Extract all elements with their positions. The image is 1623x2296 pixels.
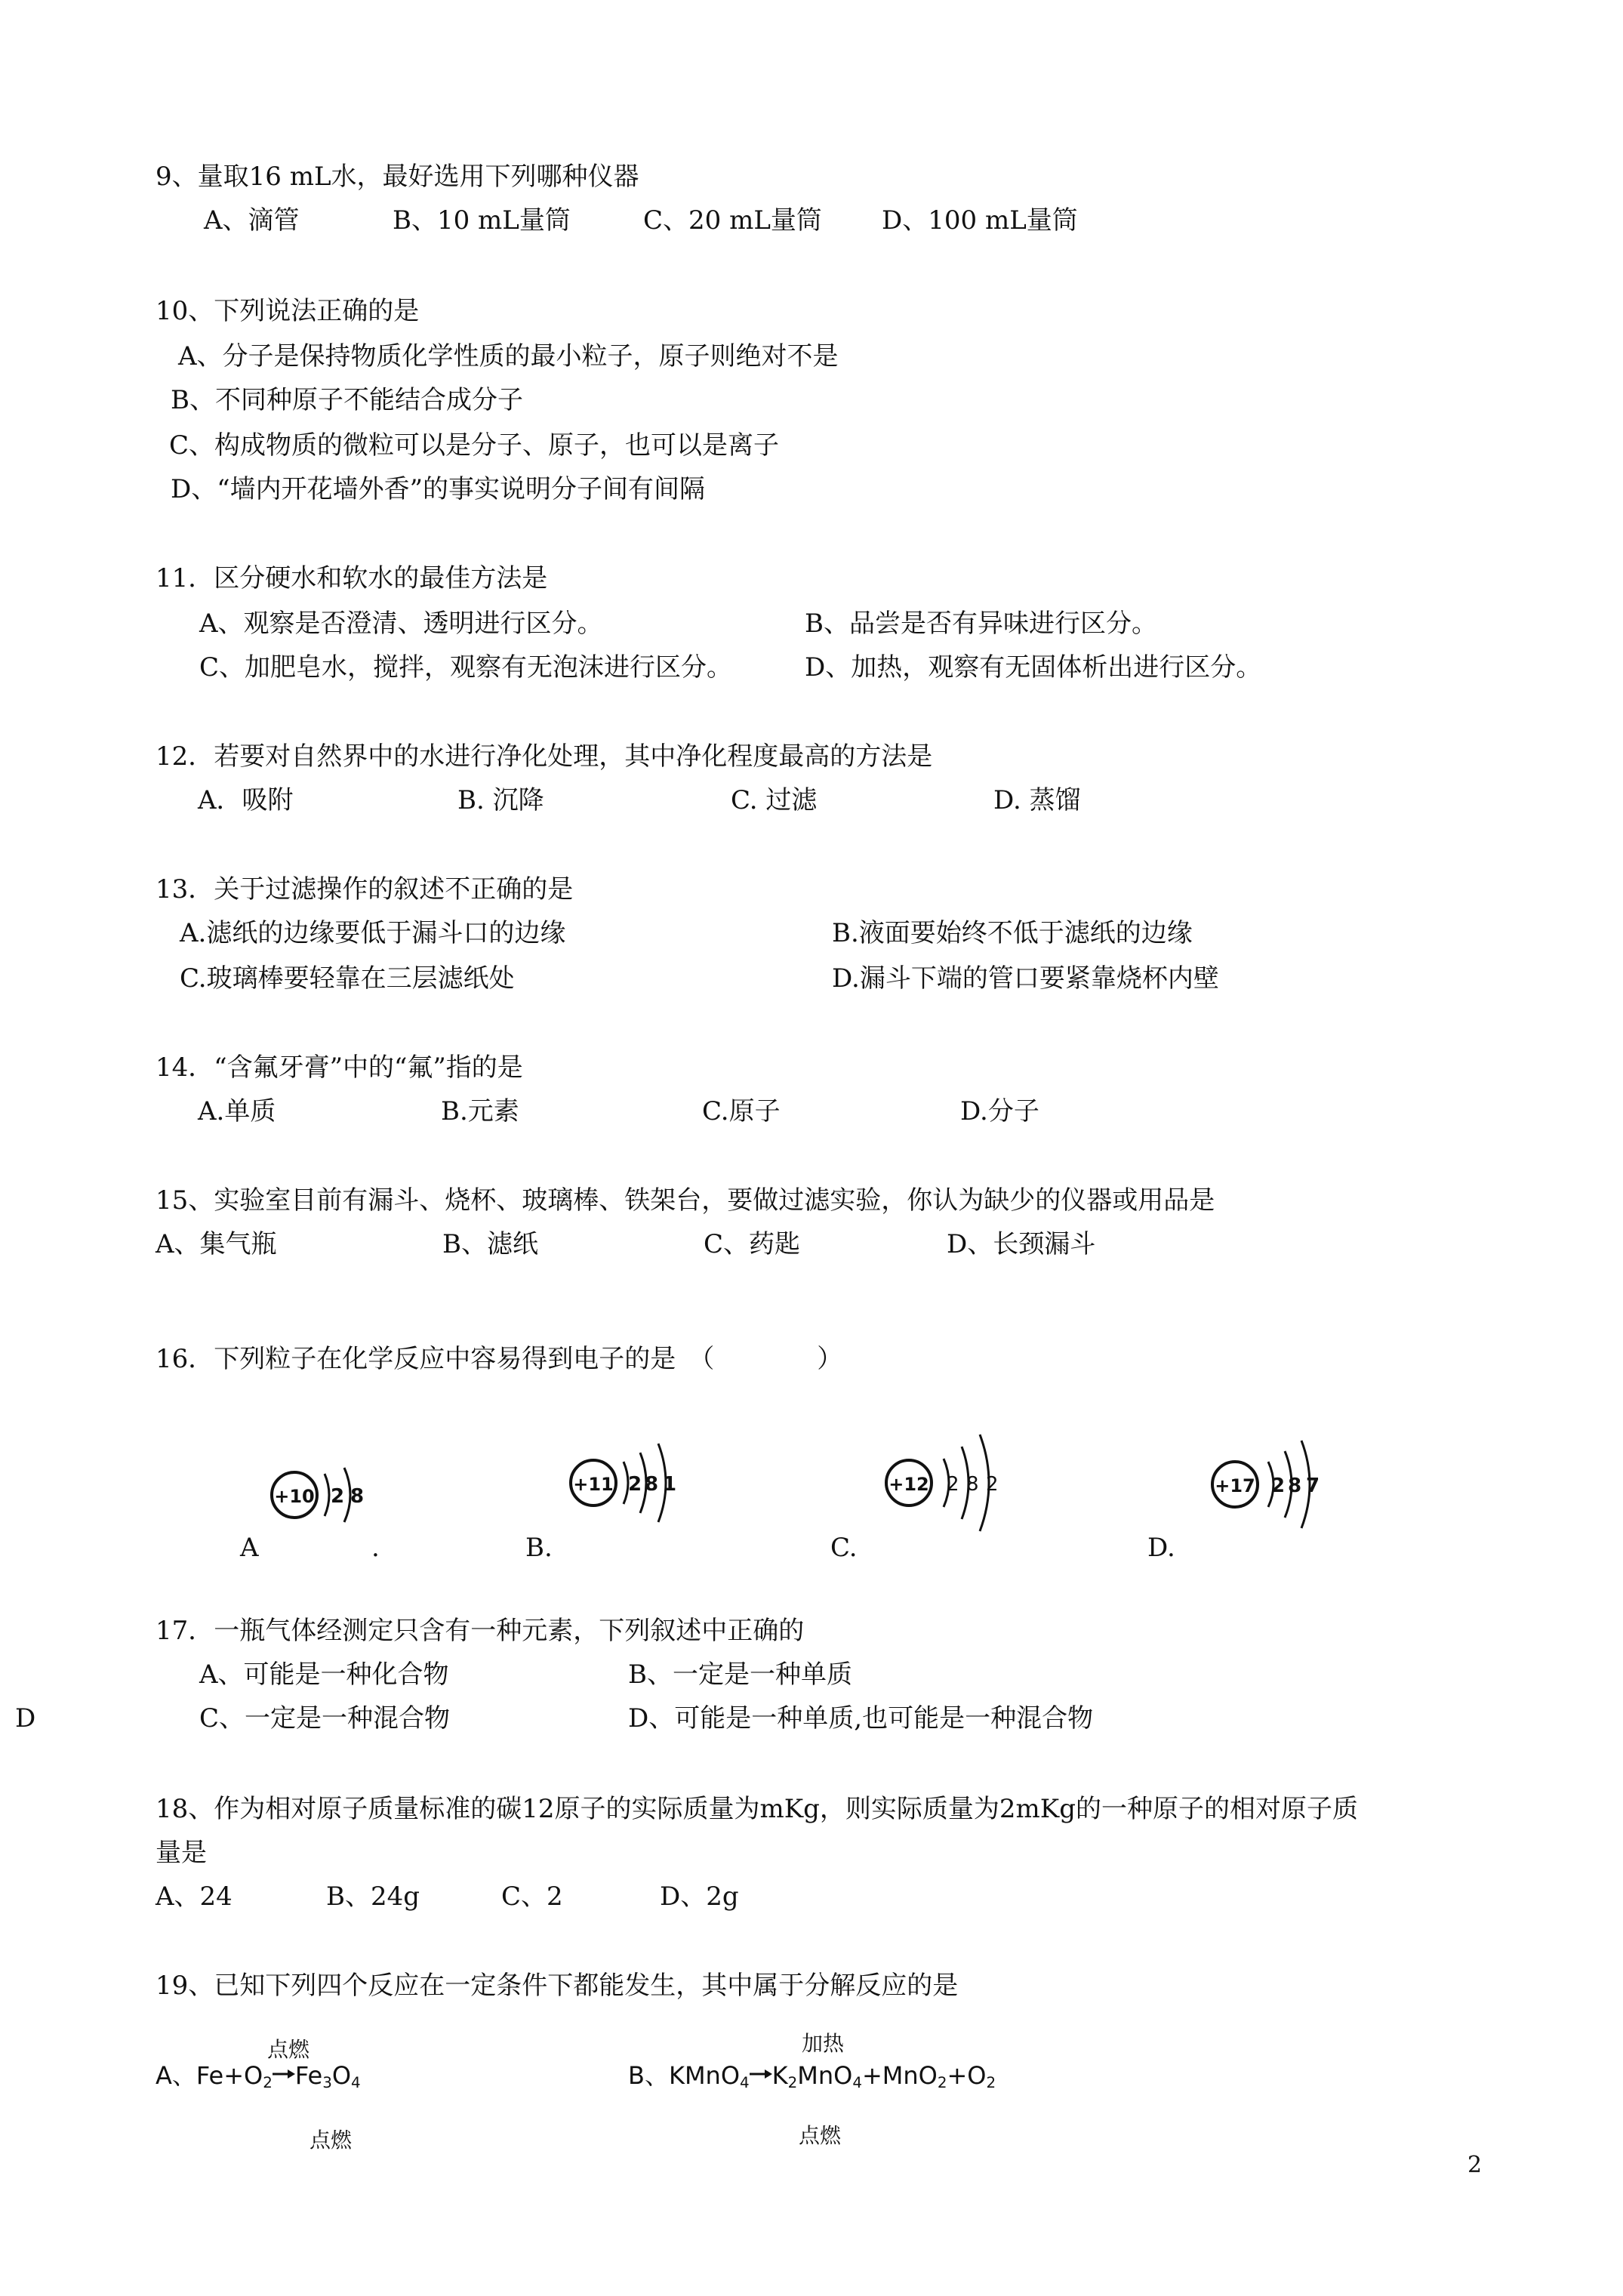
q18-stem-line-1: 18、作为相对原子质量标准的碳12原子的实际质量为mKg，则实际质量为2mKg的一种原子的相对原子质	[156, 1794, 1358, 1824]
atom-d-nucleus: +17	[1215, 1475, 1255, 1496]
q15-stem: 15、实验室目前有漏斗、烧杯、玻璃棒、铁架台，要做过滤实验，你认为缺少的仪器或用品是	[156, 1185, 1215, 1216]
atom-diagram-c	[880, 1425, 1016, 1539]
atom-a-shell-2: 8	[350, 1485, 365, 1508]
q9-option-c: C、20 mL量筒	[643, 205, 822, 236]
q12-stem: 12．若要对自然界中的水进行净化处理，其中净化程度最高的方法是	[156, 741, 933, 772]
q9-option-d: D、100 mL量筒	[882, 205, 1078, 236]
q13-option-c: C.玻璃棒要轻靠在三层滤纸处	[180, 963, 515, 994]
q15-option-a: A、集气瓶	[156, 1229, 277, 1259]
atom-c-shell-1: 2	[947, 1473, 959, 1496]
reaction-a-arrow	[273, 2057, 295, 2085]
q17-margin-mark: D	[15, 1703, 36, 1734]
q17-option-d: D、可能是一种单质,也可能是一种混合物	[628, 1703, 1094, 1734]
reaction-b-condition: 加热	[802, 2031, 845, 2056]
atom-c-shell-2: 8	[966, 1473, 979, 1496]
q10-stem: 10、下列说法正确的是	[156, 296, 420, 326]
q15-option-b: B、滤纸	[442, 1229, 538, 1259]
atom-b-shell-1: 2	[628, 1473, 642, 1496]
q18-stem-line-2: 量是	[156, 1838, 207, 1868]
q15-option-c: C、药匙	[704, 1229, 801, 1259]
q14-option-a: A.单质	[198, 1096, 276, 1126]
atom-d-shell-2: 8	[1288, 1475, 1302, 1497]
atom-b-shell-2: 8	[645, 1473, 659, 1496]
q13-option-a: A.滤纸的边缘要低于漏斗口的边缘	[180, 918, 566, 948]
q9-option-b: B、10 mL量筒	[393, 205, 571, 236]
atom-d-shell-3: 7	[1306, 1475, 1320, 1497]
q18-option-d: D、2g	[660, 1881, 739, 1912]
atom-diagram-a	[266, 1453, 387, 1536]
q19-stem: 19、已知下列四个反应在一定条件下都能发生，其中属于分解反应的是	[156, 1971, 959, 2001]
q13-option-d: D.漏斗下端的管口要紧靠烧杯内壁	[832, 963, 1219, 994]
q10-option-c: C、构成物质的微粒可以是分子、原子，也可以是离子	[169, 430, 780, 461]
atom-a-nucleus: +10	[274, 1486, 315, 1507]
q14-option-b: B.元素	[441, 1096, 519, 1126]
q12-option-a: A．吸附	[198, 785, 294, 815]
atom-a-label: A	[240, 1533, 259, 1563]
atom-b-label: B.	[525, 1533, 553, 1563]
atom-c-label: C.	[830, 1533, 858, 1563]
q10-option-b: B、不同种原子不能结合成分子	[171, 385, 523, 415]
q9-stem: 9、量取16 mL水，最好选用下列哪种仪器	[156, 162, 639, 192]
atom-diagram-d	[1202, 1432, 1338, 1537]
q11-option-a: A、观察是否澄清、透明进行区分。	[199, 609, 603, 639]
q13-stem: 13．关于过滤操作的叙述不正确的是	[156, 874, 574, 905]
q9-option-a: A、滴管	[204, 205, 300, 236]
q13-option-b: B.液面要始终不低于滤纸的边缘	[832, 918, 1193, 948]
q15-option-d: D、长颈漏斗	[947, 1229, 1096, 1259]
q10-option-d: D、“墙内开花墙外香”的事实说明分子间有间隔	[171, 474, 706, 504]
q11-option-b: B、品尝是否有异味进行区分。	[805, 609, 1157, 639]
q14-stem: 14．“含氟牙膏”中的“氟”指的是	[156, 1052, 523, 1083]
atom-d-label: D.	[1147, 1533, 1175, 1563]
q16-stem: 16．下列粒子在化学反应中容易得到电子的是 （ ）	[156, 1344, 843, 1374]
atom-c-shell-3: 2	[986, 1473, 999, 1496]
q12-option-b: B. 沉降	[457, 785, 544, 815]
atom-c-nucleus: +12	[888, 1474, 929, 1495]
q17-option-c: C、一定是一种混合物	[199, 1703, 451, 1734]
q18-option-a: A、24	[156, 1881, 233, 1912]
page-number: 2	[1467, 2152, 1483, 2178]
atom-diagram-b	[565, 1435, 693, 1533]
atom-b-nucleus: +11	[573, 1474, 614, 1495]
q11-option-d: D、加热，观察有无固体析出进行区分。	[805, 652, 1262, 683]
reaction-a-equation: A、$Fe+O_2$ $Fe_3O_4$	[156, 2061, 361, 2092]
q11-option-c: C、加肥皂水，搅拌，观察有无泡沫进行区分。	[199, 652, 733, 683]
reaction-c-condition: 点燃	[310, 2128, 353, 2153]
q12-option-d: D. 蒸馏	[993, 785, 1081, 815]
q17-option-a: A、可能是一种化合物	[199, 1660, 449, 1690]
atom-b-shell-3: 1	[663, 1473, 677, 1496]
reaction-a-condition: 点燃	[267, 2037, 310, 2062]
q11-stem: 11．区分硬水和软水的最佳方法是	[156, 563, 548, 593]
reaction-b-equation: B、KMnO$_4$ $K_2MnO_4+MnO_2+O_2$	[628, 2061, 996, 2092]
q10-option-a: A、分子是保持物质化学性质的最小粒子，原子则绝对不是	[178, 341, 839, 371]
atom-a-shell-1: 2	[331, 1485, 345, 1508]
q14-option-d: D.分子	[960, 1096, 1039, 1126]
reaction-b-arrow	[750, 2057, 772, 2085]
reaction-d-condition: 点燃	[799, 2123, 842, 2148]
q12-option-c: C. 过滤	[731, 785, 818, 815]
q17-stem: 17．一瓶气体经测定只含有一种元素，下列叙述中正确的	[156, 1616, 805, 1646]
atom-a-dot: .	[371, 1533, 380, 1563]
q17-option-b: B、一定是一种单质	[628, 1660, 852, 1690]
atom-d-shell-1: 2	[1271, 1475, 1286, 1497]
q18-option-c: C、2	[501, 1881, 563, 1912]
q18-option-b: B、24g	[326, 1881, 420, 1912]
q14-option-c: C.原子	[702, 1096, 781, 1126]
